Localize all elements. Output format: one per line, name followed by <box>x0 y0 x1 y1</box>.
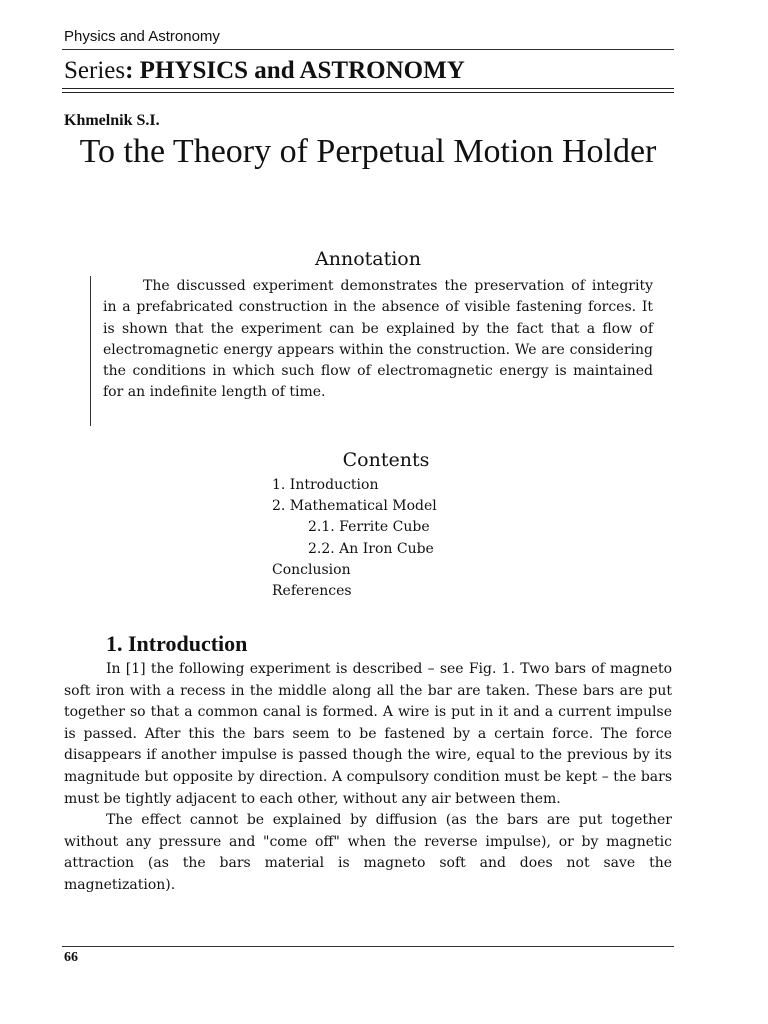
body-paragraph: The effect cannot be explained by diffusion (as the bars are put together without any pressure and "come off" when the reverse impulse), or by magnetic attraction (as the bars material is magneto soft and does not save the magnetization). <box>64 812 672 893</box>
toc-item-ferrite-cube: 2.1. Ferrite Cube <box>308 519 430 536</box>
running-head: Physics and Astronomy <box>64 28 220 45</box>
footer-rule <box>62 946 674 947</box>
introduction-body <box>64 659 672 897</box>
body-paragraph: In [1] the following experiment is described – see Fig. 1. Two bars of magneto soft iron with a recess in the middle along all the bar are taken. These bars are put together so that a common canal is formed. A wire is put in it and a current impulse is passed. After this the bars seem to be fastened by a certain force. The force disappears if another impulse is passed though the wire, equal to the previous by its magnitude but opposite by direction. A compulsory condition must be kept – the bars must be tightly adjacent to each other, without any air between them. <box>64 661 672 807</box>
toc-item-mathematical-model: 2. Mathematical Model <box>272 498 437 515</box>
table-of-contents <box>272 475 437 602</box>
toc-item-iron-cube: 2.2. An Iron Cube <box>308 540 434 557</box>
author-name: Khmelnik S.I. <box>64 112 160 129</box>
series-label: Series <box>64 57 126 84</box>
series-name: : PHYSICS and ASTRONOMY <box>125 57 465 84</box>
toc-item-introduction: 1. Introduction <box>272 477 379 493</box>
annotation-text: The discussed experiment demonstrates the preservation of integrity in a prefabricated construction in the absence of visible fastening forces. It is shown that the experiment can be explained by the fact that a flow of electromagnetic energy appears within the construction. We are considering the conditions in which such flow of electromagnetic energy is maintained for an indefinite length of time. <box>103 278 653 401</box>
toc-item-conclusion: Conclusion <box>272 561 351 578</box>
page-number: 66 <box>64 950 78 965</box>
article-title: To the Theory of Perpetual Motion Holder <box>79 133 657 170</box>
section-heading-introduction: 1. Introduction <box>106 631 248 656</box>
annotation-margin-bar <box>90 276 91 426</box>
series-double-rule <box>62 88 674 93</box>
toc-item-references: References <box>272 583 352 600</box>
annotation-heading: Annotation <box>315 248 421 270</box>
contents-heading: Contents <box>342 449 430 471</box>
header-rule <box>62 49 674 50</box>
series-title <box>64 57 465 85</box>
